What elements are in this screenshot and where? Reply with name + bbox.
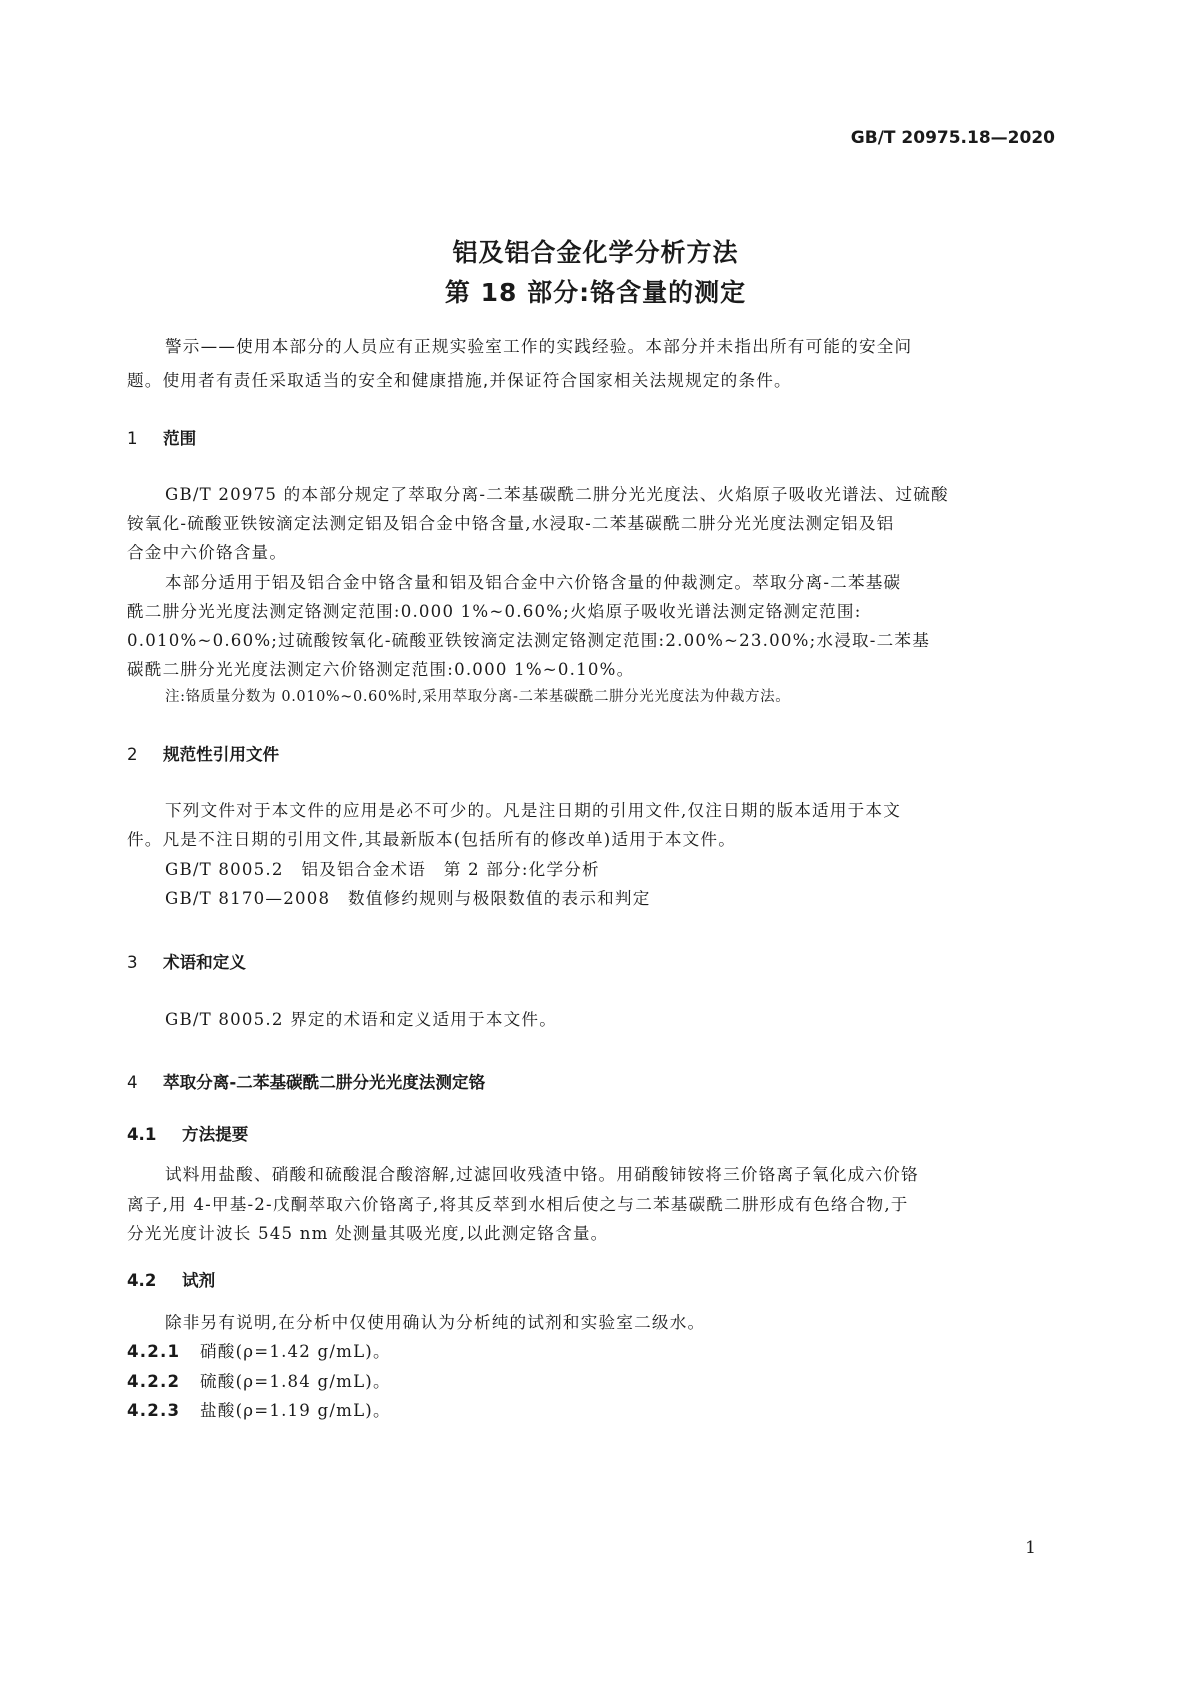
subsection-number: 4.1 (127, 1125, 157, 1144)
section-4-heading (127, 1069, 485, 1093)
item-text: 盐酸(ρ=1.19 g/mL)。 (200, 1401, 391, 1420)
paragraph-line: 酰二肼分光光度法测定铬测定范围:0.000 1%~0.60%;火焰原子吸收光谱法测定铬测定范围: (127, 602, 862, 621)
paragraph-line: 合金中六价铬含量。 (127, 543, 288, 562)
section-number: 1 (127, 429, 138, 448)
section-number: 3 (127, 953, 138, 972)
note: 注:铬质量分数为 0.010%~0.60%时,采用萃取分离-二苯基碳酰二肼分光光度法为仲裁方法。 (165, 689, 791, 705)
subsection-title: 方法提要 (182, 1125, 249, 1144)
paragraph-line: 碳酰二肼分光光度法测定六价铬测定范围:0.000 1%~0.10%。 (127, 660, 635, 679)
paragraph-line: 件。凡是不注日期的引用文件,其最新版本(包括所有的修改单)适用于本文件。 (127, 830, 737, 849)
paragraph-line: 试料用盐酸、硝酸和硫酸混合酸溶解,过滤回收残渣中铬。用硝酸铈铵将三价铬离子氧化成六价铬 (165, 1165, 919, 1184)
paragraph-line: 下列文件对于本文件的应用是必不可少的。凡是注日期的引用文件,仅注日期的版本适用于本文 (165, 801, 902, 820)
item-number: 4.2.3 (127, 1401, 181, 1420)
document-subtitle: 第 18 部分:铬含量的测定 (444, 278, 747, 307)
document-title: 铝及铝合金化学分析方法 (452, 238, 739, 267)
warning-line-2: 题。使用者有责任采取适当的安全和健康措施,并保证符合国家相关法规规定的条件。 (127, 371, 792, 390)
item-number: 4.2.1 (127, 1342, 181, 1361)
section-number: 4 (127, 1073, 138, 1092)
page-number: 1 (1025, 1538, 1036, 1558)
item-text: 硝酸(ρ=1.42 g/mL)。 (200, 1342, 391, 1361)
warning-line-1: 警示——使用本部分的人员应有正规实验室工作的实践经验。本部分并未指出所有可能的安全问 (165, 337, 913, 356)
reference-item: GB/T 8170—2008 数值修约规则与极限数值的表示和判定 (165, 889, 651, 908)
paragraph-line: 0.010%~0.60%;过硫酸铵氧化-硫酸亚铁铵滴定法测定铬测定范围:2.00%~23.00%;水浸取-二苯基 (127, 631, 930, 650)
reagent-item (127, 1397, 391, 1421)
item-number: 4.2.2 (127, 1372, 181, 1391)
section-title: 萃取分离-二苯基碳酰二肼分光光度法测定铬 (163, 1073, 486, 1092)
subsection-title: 试剂 (182, 1271, 216, 1290)
item-text: 硫酸(ρ=1.84 g/mL)。 (200, 1372, 391, 1391)
standard-code: GB/T 20975.18—2020 (850, 128, 1055, 148)
paragraph-line: 分光光度计波长 545 nm 处测量其吸光度,以此测定铬含量。 (127, 1224, 609, 1243)
section-title: 范围 (163, 429, 197, 448)
section-title: 规范性引用文件 (163, 745, 280, 764)
paragraph-line: GB/T 20975 的本部分规定了萃取分离-二苯基碳酰二肼分光光度法、火焰原子吸收光谱法、过硫酸 (165, 485, 949, 504)
subsection-4-2-heading (127, 1267, 215, 1291)
section-1-heading (127, 425, 196, 449)
subsection-4-1-heading (127, 1121, 248, 1145)
section-title: 术语和定义 (163, 953, 246, 972)
paragraph-line: 除非另有说明,在分析中仅使用确认为分析纯的试剂和实验室二级水。 (165, 1313, 706, 1332)
subsection-number: 4.2 (127, 1271, 157, 1290)
section-number: 2 (127, 745, 138, 764)
paragraph-line: 离子,用 4-甲基-2-戊酮萃取六价铬离子,将其反萃到水相后使之与二苯基碳酰二肼形成有色络合物,于 (127, 1195, 909, 1214)
section-2-heading (127, 741, 279, 765)
reagent-item (127, 1368, 391, 1392)
reference-item: GB/T 8005.2 铝及铝合金术语 第 2 部分:化学分析 (165, 860, 600, 879)
paragraph-line: 铵氧化-硫酸亚铁铵滴定法测定铝及铝合金中铬含量,水浸取-二苯基碳酰二肼分光光度法测定铝及铝 (127, 514, 895, 533)
paragraph-line: GB/T 8005.2 界定的术语和定义适用于本文件。 (165, 1010, 558, 1029)
reagent-item (127, 1338, 391, 1362)
section-3-heading (127, 949, 246, 973)
paragraph-line: 本部分适用于铝及铝合金中铬含量和铝及铝合金中六价铬含量的仲裁测定。萃取分离-二苯基碳 (165, 573, 902, 592)
